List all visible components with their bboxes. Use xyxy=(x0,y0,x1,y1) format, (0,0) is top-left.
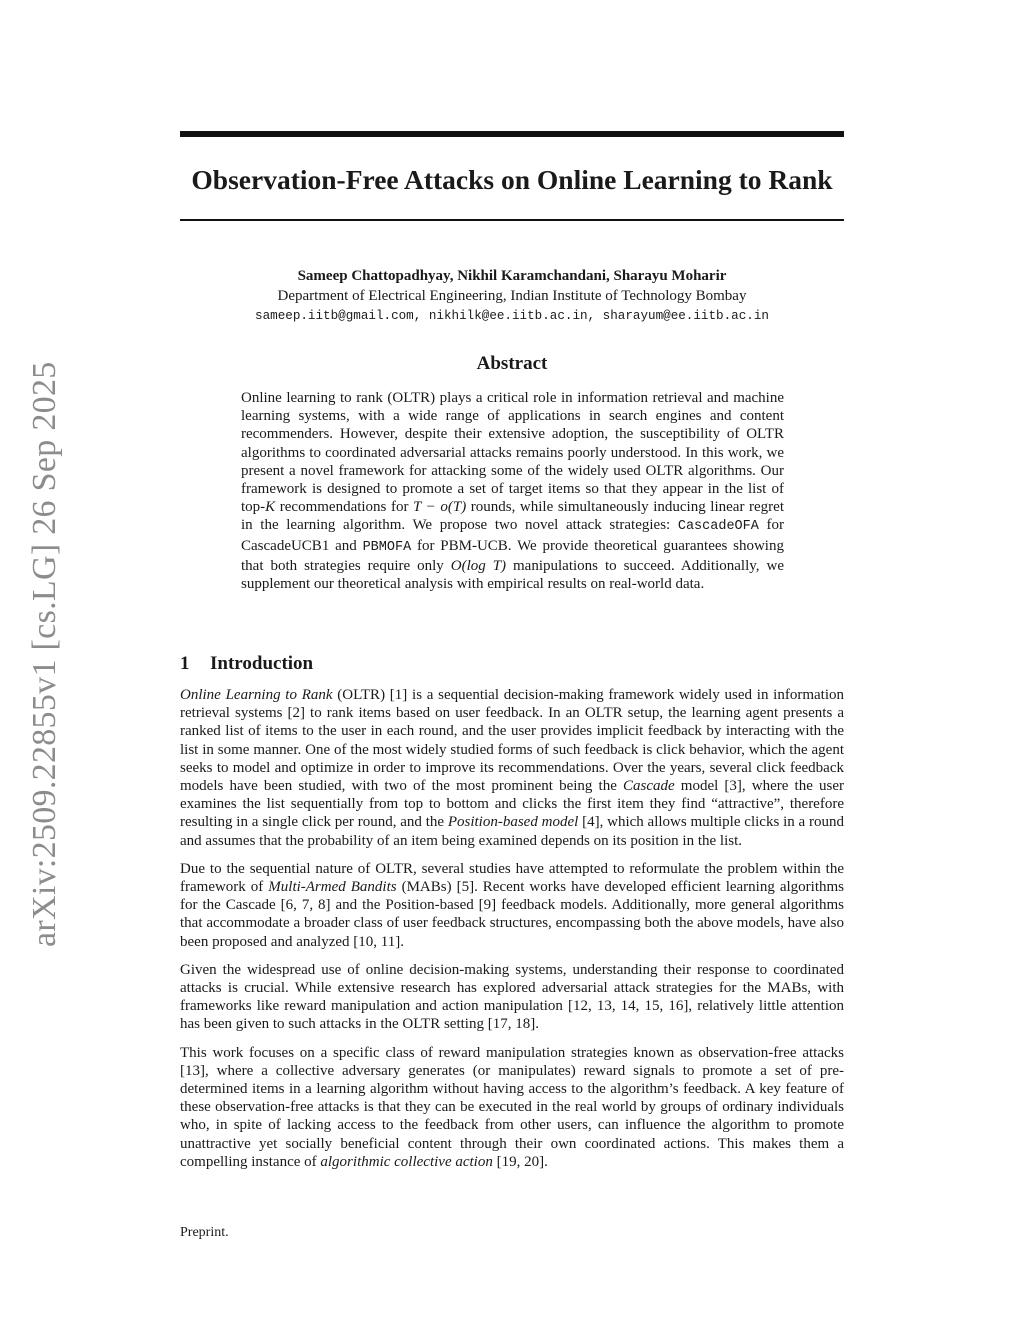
section-number: 1 xyxy=(180,653,190,674)
introduction-body xyxy=(180,686,844,1181)
abstract-heading: Abstract xyxy=(476,353,548,374)
math-o-log-t: O(log T) xyxy=(450,557,507,574)
author-block xyxy=(180,266,844,325)
paper-title: Observation-Free Attacks on Online Learning to Rank xyxy=(191,164,833,195)
arxiv-sidebar-stamp: arXiv:2509.22855v1 [cs.LG] 26 Sep 2025 xyxy=(26,361,63,947)
paragraph: Given the widespread use of online decision-making systems, understanding their response to coordinated attacks is crucial. While extensive research has explored adversarial attack strategies for the MABs, with frameworks like reward manipulation and action manipulation [12, 13, 14, 15, 16], relatively little attention has been given to such attacks in the OLTR setting [17, 18]. xyxy=(180,961,844,1033)
code-pbmofa: PBMOFA xyxy=(362,539,412,555)
abstract-text: Online learning to rank (OLTR) plays a critical role in information retrieval and machine learning systems, with a wide range of applications in search engines and content recommenders. However, despite their extensive adoption, the susceptibility of OLTR algorithms to coordinated adversarial attacks remains poorly understood. In this work, we present a novel framework for attacking some of the widely used OLTR algorithms. Our framework is designed to promote a set of target items so that they appear in the list of top-K recommendations for T − o(T) rounds, while simultaneously inducing linear regret in the learning algorithm. We propose two novel attack strategies: CascadeOFA for CascadeUCB1 and PBMOFA for PBM-UCB. We provide theoretical guarantees showing that both strategies require only O(log T) manipulations to succeed. Additionally, we supplement our theoretical analysis with empirical results on real-world data. xyxy=(241,390,784,593)
math-t-minus-o-t: T − o(T) xyxy=(413,499,467,516)
title-top-rule xyxy=(180,131,844,137)
author-names: Sameep Chattopadhyay, Nikhil Karamchandani, Sharayu Moharir xyxy=(297,268,727,284)
title-bottom-rule xyxy=(180,219,844,221)
paragraph: This work focuses on a specific class of reward manipulation strategies known as observation-free attacks [13], where a collective adversary generates (or manipulates) reward signals to promote a set of pre-determined items in a learning algorithm without having access to the algorithm’s feedback. A key feature of these observation-free attacks is that they can be executed in the real world by groups of ordinary individuals who, in spite of lacking access to the feedback from other users, can influence the algorithm to promote unattractive yet socially beneficial content through their own coordinated actions. This makes them a compelling instance of algorithmic collective action [19, 20]. xyxy=(180,1044,844,1170)
preprint-footer: Preprint. xyxy=(180,1225,229,1240)
paragraph: Online Learning to Rank (OLTR) [1] is a sequential decision-making framework widely used in information retrieval systems [2] to rank items based on user feedback. In an OLTR setup, the learning agent presents a ranked list of items to the user in each round, and the user provides implicit feedback by interacting with the list in some manner. One of the most widely studied forms of such feedback is click behavior, which the agent seeks to model and optimize in order to improve its recommendations. Over the years, several click feedback models have been studied, with two of the most prominent being the Cascade model [3], where the user examines the list sequentially from top to bottom and clicks the first item they find “attractive”, therefore resulting in a single click per round, and the Position-based model [4], which allows multiple clicks in a round and assumes that the probability of an item being examined depends on its position in the list. xyxy=(180,687,844,849)
section-heading-introduction xyxy=(180,651,844,677)
affiliation: Department of Electrical Engineering, Indian Institute of Technology Bombay xyxy=(277,288,747,304)
author-emails: sameep.iitb@gmail.com, nikhilk@ee.iitb.ac.in, sharayum@ee.iitb.ac.in xyxy=(255,309,769,323)
paragraph: Due to the sequential nature of OLTR, several studies have attempted to reformulate the problem within the framework of Multi-Armed Bandits (MABs) [5]. Recent works have developed efficient learning algorithms for the Cascade [6, 7, 8] and the Position-based [9] feedback models. Additionally, more general algorithms that accommodate a broader class of user feedback structures, encompassing both the above models, have also been proposed and analyzed [10, 11]. xyxy=(180,860,844,950)
math-k: K xyxy=(265,499,276,516)
code-cascadeofa: CascadeOFA xyxy=(677,519,759,535)
section-title: Introduction xyxy=(210,653,314,674)
